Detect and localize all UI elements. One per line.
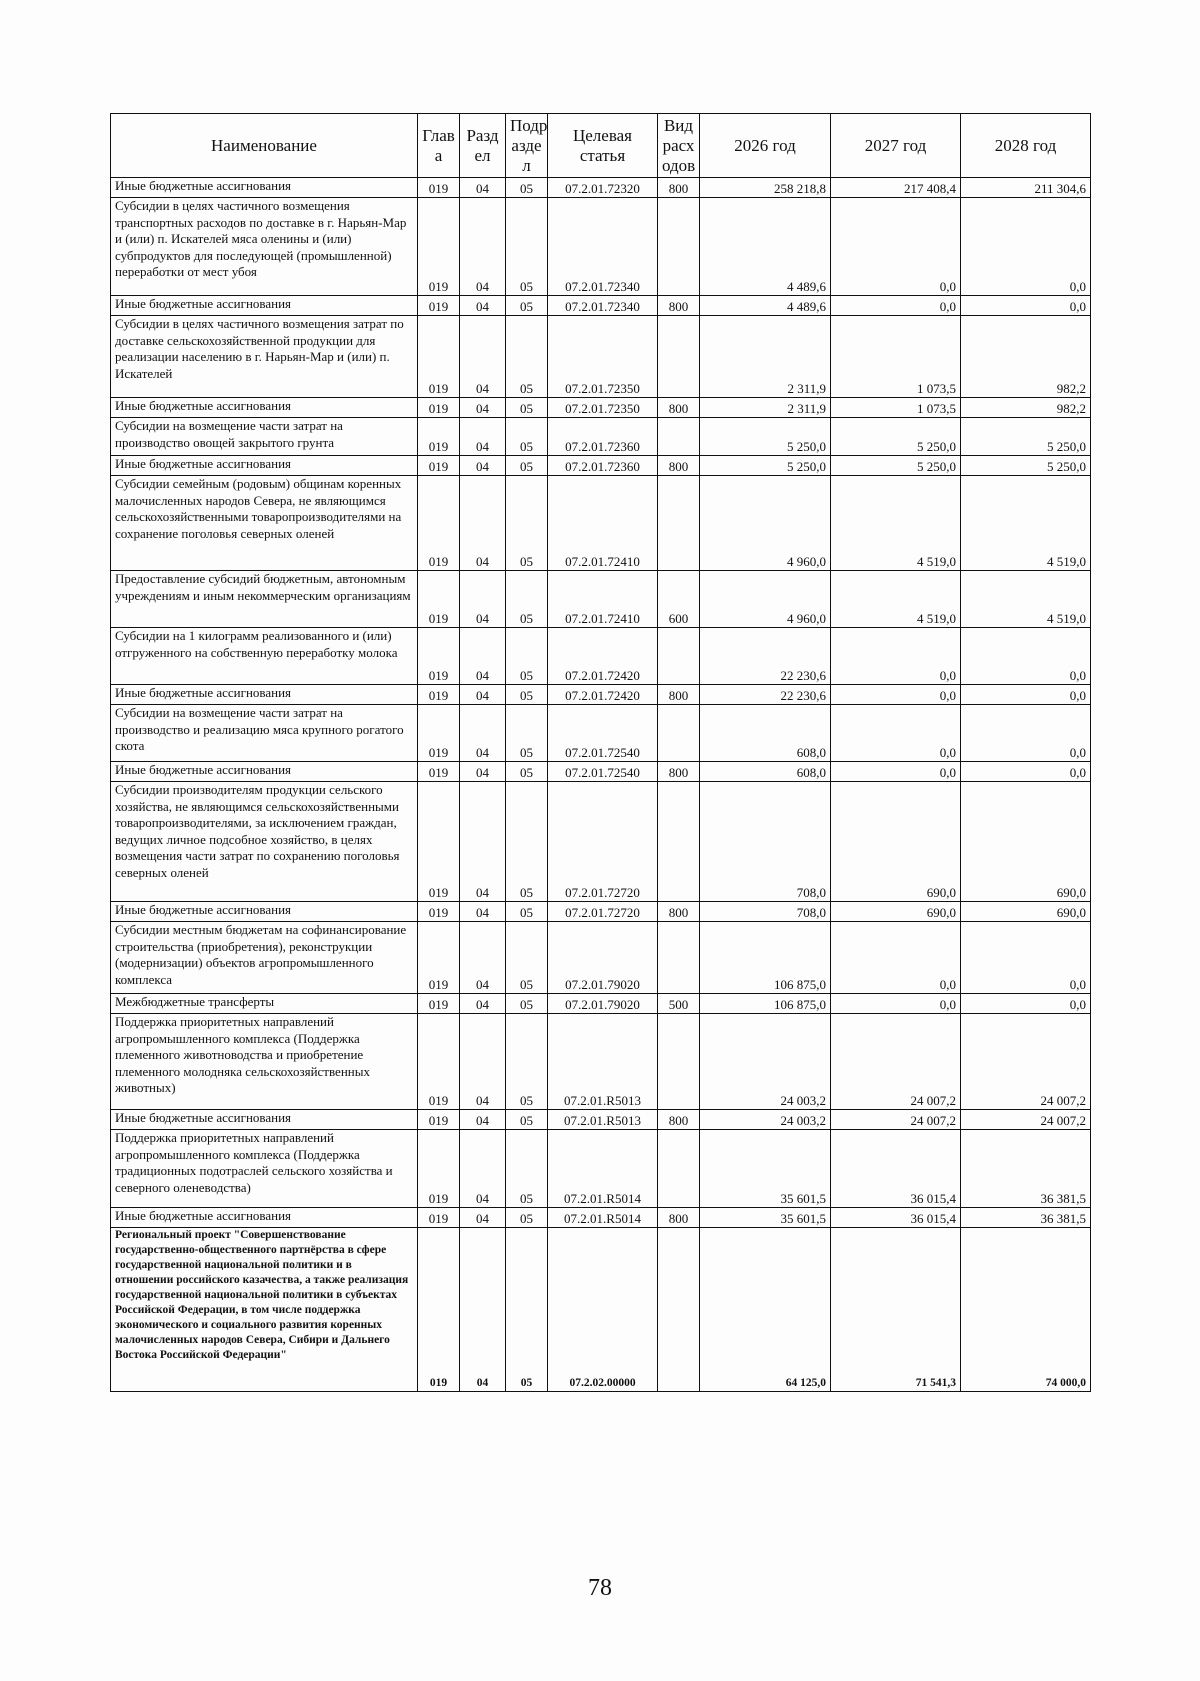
cell-y2027: 4 519,0 bbox=[831, 571, 961, 628]
cell-razdel: 04 bbox=[460, 762, 506, 782]
table-row bbox=[111, 476, 1091, 571]
cell-y2027: 71 541,3 bbox=[831, 1228, 961, 1392]
header-2027: 2027 год bbox=[831, 114, 961, 178]
cell-target: 07.2.01.72410 bbox=[548, 571, 658, 628]
cell-glava: 019 bbox=[418, 628, 460, 685]
cell-glava: 019 bbox=[418, 1110, 460, 1130]
cell-y2026: 608,0 bbox=[700, 705, 831, 762]
table-row bbox=[111, 705, 1091, 762]
cell-y2026: 22 230,6 bbox=[700, 628, 831, 685]
cell-podrazdel: 05 bbox=[506, 902, 548, 922]
cell-razdel: 04 bbox=[460, 316, 506, 398]
cell-y2028: 24 007,2 bbox=[961, 1110, 1091, 1130]
cell-glava: 019 bbox=[418, 762, 460, 782]
cell-name: Субсидии на возмещение части затрат на производство овощей закрытого грунта bbox=[111, 418, 418, 456]
table-row bbox=[111, 316, 1091, 398]
cell-podrazdel: 05 bbox=[506, 628, 548, 685]
cell-target: 07.2.01.72540 bbox=[548, 762, 658, 782]
cell-name: Иные бюджетные ассигнования bbox=[111, 902, 418, 922]
cell-glava: 019 bbox=[418, 1014, 460, 1110]
cell-y2027: 5 250,0 bbox=[831, 418, 961, 456]
cell-y2027: 1 073,5 bbox=[831, 398, 961, 418]
cell-y2026: 2 311,9 bbox=[700, 316, 831, 398]
cell-name: Иные бюджетные ассигнования bbox=[111, 685, 418, 705]
cell-vid: 800 bbox=[658, 1208, 700, 1228]
cell-y2027: 5 250,0 bbox=[831, 456, 961, 476]
cell-name: Иные бюджетные ассигнования bbox=[111, 178, 418, 198]
cell-y2028: 0,0 bbox=[961, 296, 1091, 316]
cell-razdel: 04 bbox=[460, 1208, 506, 1228]
cell-y2026: 608,0 bbox=[700, 762, 831, 782]
cell-y2028: 690,0 bbox=[961, 782, 1091, 902]
cell-target: 07.2.01.72350 bbox=[548, 398, 658, 418]
cell-target: 07.2.01.72540 bbox=[548, 705, 658, 762]
cell-y2028: 0,0 bbox=[961, 922, 1091, 994]
cell-podrazdel: 05 bbox=[506, 782, 548, 902]
cell-name: Иные бюджетные ассигнования bbox=[111, 398, 418, 418]
table-body bbox=[111, 178, 1091, 1392]
cell-razdel: 04 bbox=[460, 1130, 506, 1208]
cell-glava: 019 bbox=[418, 902, 460, 922]
cell-vid bbox=[658, 782, 700, 902]
cell-glava: 019 bbox=[418, 476, 460, 571]
cell-name: Субсидии местным бюджетам на софинансирование строительства (приобретения), реконструкции (модернизации) объектов агропромышленного комплекса bbox=[111, 922, 418, 994]
table-header-row bbox=[111, 114, 1091, 178]
cell-vid: 800 bbox=[658, 398, 700, 418]
cell-target: 07.2.01.72720 bbox=[548, 902, 658, 922]
cell-vid: 800 bbox=[658, 762, 700, 782]
cell-y2028: 24 007,2 bbox=[961, 1014, 1091, 1110]
cell-y2028: 211 304,6 bbox=[961, 178, 1091, 198]
cell-y2026: 24 003,2 bbox=[700, 1014, 831, 1110]
cell-podrazdel: 05 bbox=[506, 198, 548, 296]
cell-y2027: 0,0 bbox=[831, 762, 961, 782]
cell-y2028: 5 250,0 bbox=[961, 418, 1091, 456]
cell-podrazdel: 05 bbox=[506, 398, 548, 418]
header-target: Целевая статья bbox=[548, 114, 658, 178]
cell-vid bbox=[658, 1130, 700, 1208]
cell-target: 07.2.01.72410 bbox=[548, 476, 658, 571]
table-row bbox=[111, 1208, 1091, 1228]
header-glava: Глав а bbox=[418, 114, 460, 178]
header-2028: 2028 год bbox=[961, 114, 1091, 178]
table-row bbox=[111, 198, 1091, 296]
cell-vid bbox=[658, 476, 700, 571]
cell-target: 07.2.01.72320 bbox=[548, 178, 658, 198]
table-row bbox=[111, 1130, 1091, 1208]
cell-y2027: 0,0 bbox=[831, 628, 961, 685]
cell-glava: 019 bbox=[418, 296, 460, 316]
cell-vid bbox=[658, 628, 700, 685]
cell-target: 07.2.01.79020 bbox=[548, 922, 658, 994]
cell-target: 07.2.01.72360 bbox=[548, 456, 658, 476]
header-name: Наименование bbox=[111, 114, 418, 178]
cell-podrazdel: 05 bbox=[506, 178, 548, 198]
page-number: 78 bbox=[588, 1575, 612, 1601]
cell-target: 07.2.01.72340 bbox=[548, 296, 658, 316]
cell-y2027: 217 408,4 bbox=[831, 178, 961, 198]
cell-glava: 019 bbox=[418, 456, 460, 476]
cell-y2027: 0,0 bbox=[831, 198, 961, 296]
cell-podrazdel: 05 bbox=[506, 296, 548, 316]
cell-razdel: 04 bbox=[460, 296, 506, 316]
cell-vid bbox=[658, 316, 700, 398]
cell-y2026: 2 311,9 bbox=[700, 398, 831, 418]
cell-name: Субсидии производителям продукции сельского хозяйства, не являющимся сельскохозяйственными товаропроизводителями, за исключением граждан, ведущих личное подсобное хозяйство, в целях возмещения части затрат по сохранению поголовья северных оленей bbox=[111, 782, 418, 902]
cell-target: 07.2.01.72360 bbox=[548, 418, 658, 456]
cell-razdel: 04 bbox=[460, 571, 506, 628]
cell-target: 07.2.01.R5013 bbox=[548, 1110, 658, 1130]
cell-razdel: 04 bbox=[460, 705, 506, 762]
cell-name: Иные бюджетные ассигнования bbox=[111, 762, 418, 782]
cell-name: Предоставление субсидий бюджетным, автономным учреждениям и иным некоммерческим организациям bbox=[111, 571, 418, 628]
table-row bbox=[111, 178, 1091, 198]
cell-razdel: 04 bbox=[460, 398, 506, 418]
cell-y2026: 35 601,5 bbox=[700, 1130, 831, 1208]
cell-name: Межбюджетные трансферты bbox=[111, 994, 418, 1014]
cell-razdel: 04 bbox=[460, 1014, 506, 1110]
cell-razdel: 04 bbox=[460, 628, 506, 685]
cell-name: Субсидии семейным (родовым) общинам коренных малочисленных народов Севера, не являющимся сельскохозяйственными товаропроизводителями на сохранение поголовья северных оленей bbox=[111, 476, 418, 571]
cell-razdel: 04 bbox=[460, 198, 506, 296]
cell-target: 07.2.01.72350 bbox=[548, 316, 658, 398]
cell-glava: 019 bbox=[418, 316, 460, 398]
cell-y2028: 36 381,5 bbox=[961, 1130, 1091, 1208]
cell-target: 07.2.01.72420 bbox=[548, 628, 658, 685]
cell-y2026: 5 250,0 bbox=[700, 456, 831, 476]
cell-razdel: 04 bbox=[460, 685, 506, 705]
cell-y2027: 690,0 bbox=[831, 902, 961, 922]
cell-y2026: 5 250,0 bbox=[700, 418, 831, 456]
cell-y2026: 708,0 bbox=[700, 782, 831, 902]
table-row bbox=[111, 922, 1091, 994]
cell-podrazdel: 05 bbox=[506, 705, 548, 762]
cell-vid bbox=[658, 705, 700, 762]
header-podrazdel: Подр азде л bbox=[506, 114, 548, 178]
cell-y2026: 4 489,6 bbox=[700, 296, 831, 316]
cell-vid: 800 bbox=[658, 456, 700, 476]
cell-y2026: 4 960,0 bbox=[700, 476, 831, 571]
cell-y2026: 708,0 bbox=[700, 902, 831, 922]
cell-podrazdel: 05 bbox=[506, 1130, 548, 1208]
cell-glava: 019 bbox=[418, 571, 460, 628]
cell-target: 07.2.01.79020 bbox=[548, 994, 658, 1014]
cell-y2027: 24 007,2 bbox=[831, 1014, 961, 1110]
table-row bbox=[111, 628, 1091, 685]
cell-target: 07.2.01.72720 bbox=[548, 782, 658, 902]
cell-razdel: 04 bbox=[460, 994, 506, 1014]
cell-y2027: 36 015,4 bbox=[831, 1130, 961, 1208]
cell-glava: 019 bbox=[418, 198, 460, 296]
cell-target: 07.2.01.R5014 bbox=[548, 1208, 658, 1228]
cell-vid: 800 bbox=[658, 902, 700, 922]
cell-razdel: 04 bbox=[460, 476, 506, 571]
cell-vid: 800 bbox=[658, 178, 700, 198]
cell-name: Иные бюджетные ассигнования bbox=[111, 1208, 418, 1228]
cell-y2028: 4 519,0 bbox=[961, 571, 1091, 628]
cell-podrazdel: 05 bbox=[506, 1014, 548, 1110]
cell-y2026: 4 960,0 bbox=[700, 571, 831, 628]
cell-y2027: 24 007,2 bbox=[831, 1110, 961, 1130]
cell-vid: 500 bbox=[658, 994, 700, 1014]
cell-y2027: 0,0 bbox=[831, 922, 961, 994]
cell-y2026: 4 489,6 bbox=[700, 198, 831, 296]
cell-vid bbox=[658, 1014, 700, 1110]
cell-y2027: 4 519,0 bbox=[831, 476, 961, 571]
cell-vid bbox=[658, 922, 700, 994]
cell-podrazdel: 05 bbox=[506, 418, 548, 456]
cell-razdel: 04 bbox=[460, 418, 506, 456]
header-2026: 2026 год bbox=[700, 114, 831, 178]
cell-vid bbox=[658, 1228, 700, 1392]
cell-target: 07.2.01.72420 bbox=[548, 685, 658, 705]
cell-y2026: 258 218,8 bbox=[700, 178, 831, 198]
cell-y2028: 0,0 bbox=[961, 198, 1091, 296]
cell-podrazdel: 05 bbox=[506, 316, 548, 398]
cell-y2026: 35 601,5 bbox=[700, 1208, 831, 1228]
cell-glava: 019 bbox=[418, 705, 460, 762]
table-row bbox=[111, 571, 1091, 628]
cell-vid: 600 bbox=[658, 571, 700, 628]
cell-name: Региональный проект "Совершенствование государственно-общественного партнёрства в сфере государственной национальной политики и в отношении российского казачества, а также реализация государственной национальной политики в субъектах Российской Федерации, в том числе поддержка экономического и социального развития коренных малочисленных народов Севера, Сибири и Дальнего Востока Российской Федерации" bbox=[111, 1228, 418, 1392]
cell-y2027: 0,0 bbox=[831, 296, 961, 316]
cell-name: Субсидии в целях частичного возмещения транспортных расходов по доставке в г. Нарьян-Мар и (или) п. Искателей мяса оленины и (или) субпродуктов для последующей (промышленной) переработки от мест убоя bbox=[111, 198, 418, 296]
table-row bbox=[111, 1110, 1091, 1130]
cell-y2028: 982,2 bbox=[961, 398, 1091, 418]
cell-y2026: 24 003,2 bbox=[700, 1110, 831, 1130]
cell-name: Иные бюджетные ассигнования bbox=[111, 296, 418, 316]
cell-glava: 019 bbox=[418, 1228, 460, 1392]
cell-podrazdel: 05 bbox=[506, 476, 548, 571]
table-row bbox=[111, 782, 1091, 902]
cell-podrazdel: 05 bbox=[506, 1110, 548, 1130]
cell-glava: 019 bbox=[418, 178, 460, 198]
cell-podrazdel: 05 bbox=[506, 456, 548, 476]
table-row bbox=[111, 685, 1091, 705]
cell-razdel: 04 bbox=[460, 922, 506, 994]
cell-vid bbox=[658, 418, 700, 456]
cell-y2027: 0,0 bbox=[831, 994, 961, 1014]
cell-y2028: 0,0 bbox=[961, 705, 1091, 762]
cell-y2028: 0,0 bbox=[961, 762, 1091, 782]
cell-y2027: 1 073,5 bbox=[831, 316, 961, 398]
cell-y2026: 106 875,0 bbox=[700, 994, 831, 1014]
table-row bbox=[111, 1014, 1091, 1110]
cell-y2028: 982,2 bbox=[961, 316, 1091, 398]
cell-target: 07.2.02.00000 bbox=[548, 1228, 658, 1392]
cell-y2028: 36 381,5 bbox=[961, 1208, 1091, 1228]
cell-vid: 800 bbox=[658, 1110, 700, 1130]
cell-podrazdel: 05 bbox=[506, 1208, 548, 1228]
table-row bbox=[111, 418, 1091, 456]
cell-y2028: 690,0 bbox=[961, 902, 1091, 922]
cell-y2028: 0,0 bbox=[961, 994, 1091, 1014]
cell-glava: 019 bbox=[418, 685, 460, 705]
table-row bbox=[111, 762, 1091, 782]
table-row bbox=[111, 994, 1091, 1014]
cell-razdel: 04 bbox=[460, 178, 506, 198]
cell-y2026: 64 125,0 bbox=[700, 1228, 831, 1392]
cell-y2027: 0,0 bbox=[831, 685, 961, 705]
cell-name: Иные бюджетные ассигнования bbox=[111, 456, 418, 476]
header-vid: Вид расх одов bbox=[658, 114, 700, 178]
cell-y2026: 22 230,6 bbox=[700, 685, 831, 705]
cell-y2027: 0,0 bbox=[831, 705, 961, 762]
budget-table bbox=[110, 113, 1091, 1392]
table-row bbox=[111, 902, 1091, 922]
cell-y2026: 106 875,0 bbox=[700, 922, 831, 994]
cell-y2028: 0,0 bbox=[961, 628, 1091, 685]
cell-target: 07.2.01.R5014 bbox=[548, 1130, 658, 1208]
cell-y2028: 4 519,0 bbox=[961, 476, 1091, 571]
cell-podrazdel: 05 bbox=[506, 762, 548, 782]
cell-razdel: 04 bbox=[460, 456, 506, 476]
cell-glava: 019 bbox=[418, 1130, 460, 1208]
cell-razdel: 04 bbox=[460, 1228, 506, 1392]
cell-glava: 019 bbox=[418, 782, 460, 902]
cell-podrazdel: 05 bbox=[506, 1228, 548, 1392]
cell-podrazdel: 05 bbox=[506, 922, 548, 994]
cell-name: Субсидии на возмещение части затрат на производство и реализацию мяса крупного рогатого скота bbox=[111, 705, 418, 762]
cell-y2027: 36 015,4 bbox=[831, 1208, 961, 1228]
cell-y2027: 690,0 bbox=[831, 782, 961, 902]
cell-razdel: 04 bbox=[460, 1110, 506, 1130]
cell-glava: 019 bbox=[418, 922, 460, 994]
cell-vid: 800 bbox=[658, 296, 700, 316]
table-row bbox=[111, 456, 1091, 476]
cell-name: Поддержка приоритетных направлений агропромышленного комплекса (Поддержка традиционных подотраслей сельского хозяйства и северного оленеводства) bbox=[111, 1130, 418, 1208]
table-row bbox=[111, 1228, 1091, 1392]
cell-name: Иные бюджетные ассигнования bbox=[111, 1110, 418, 1130]
cell-y2028: 0,0 bbox=[961, 685, 1091, 705]
cell-target: 07.2.01.72340 bbox=[548, 198, 658, 296]
cell-glava: 019 bbox=[418, 994, 460, 1014]
cell-podrazdel: 05 bbox=[506, 571, 548, 628]
table-row bbox=[111, 398, 1091, 418]
cell-name: Субсидии в целях частичного возмещения затрат по доставке сельскохозяйственной продукции для реализации населению в г. Нарьян-Мар и (или) п. Искателей bbox=[111, 316, 418, 398]
cell-vid bbox=[658, 198, 700, 296]
cell-y2028: 5 250,0 bbox=[961, 456, 1091, 476]
cell-podrazdel: 05 bbox=[506, 685, 548, 705]
cell-name: Поддержка приоритетных направлений агропромышленного комплекса (Поддержка племенного животноводства и приобретение племенного молодняка сельскохозяйственных животных) bbox=[111, 1014, 418, 1110]
cell-razdel: 04 bbox=[460, 782, 506, 902]
table-row bbox=[111, 296, 1091, 316]
cell-y2028: 74 000,0 bbox=[961, 1228, 1091, 1392]
cell-podrazdel: 05 bbox=[506, 994, 548, 1014]
header-razdel: Разд ел bbox=[460, 114, 506, 178]
cell-glava: 019 bbox=[418, 398, 460, 418]
cell-razdel: 04 bbox=[460, 902, 506, 922]
cell-target: 07.2.01.R5013 bbox=[548, 1014, 658, 1110]
cell-glava: 019 bbox=[418, 418, 460, 456]
cell-name: Субсидии на 1 килограмм реализованного и (или) отгруженного на собственную переработку молока bbox=[111, 628, 418, 685]
cell-glava: 019 bbox=[418, 1208, 460, 1228]
cell-vid: 800 bbox=[658, 685, 700, 705]
